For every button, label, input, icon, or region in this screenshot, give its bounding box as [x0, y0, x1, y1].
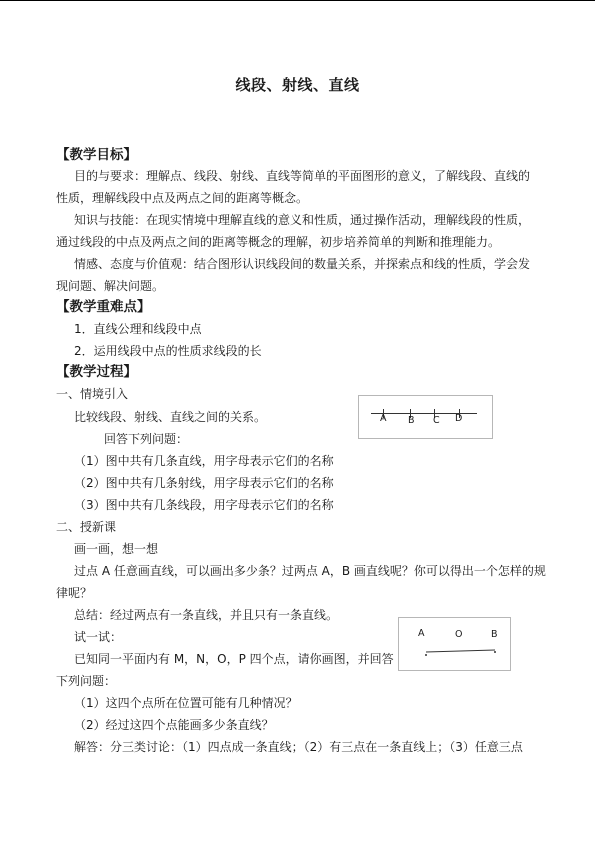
section-2-para-line2: 律呢？: [56, 586, 93, 600]
label-a: A: [380, 413, 387, 424]
figure-aob-line: [399, 618, 510, 670]
section-2-para-line1: 过点 A 任意画直线，可以画出多少条？过两点 A，B 画直线呢？你可以得出一个怎样的规: [74, 564, 546, 578]
summary-text: 总结：经过两点有一条直线，并且只有一条直线。: [74, 608, 339, 622]
figure-line-abcd: [358, 395, 493, 439]
keypoints-item-1: 1．直线公理和线段中点: [74, 322, 202, 336]
label-b: B: [408, 415, 415, 426]
label-a2: A: [418, 628, 425, 639]
process-heading: 【教学过程】: [56, 364, 137, 380]
figure-aob: [398, 617, 511, 671]
label-b2: B: [491, 629, 498, 640]
section-2-title: 二、授新课: [56, 520, 117, 534]
label-c: C: [433, 415, 440, 426]
objectives-p3-line1: 情感、态度与价值观：结合图形认识线段间的数量关系，并探索点和线的性质，学会发: [74, 257, 531, 271]
keypoints-item-2: 2．运用线段中点的性质求线段的长: [74, 344, 262, 358]
try-question-line2: 下列问题：: [56, 674, 117, 688]
section-1-title: 一、情境引入: [56, 387, 129, 401]
section-1-answer-prompt: 回答下列问题：: [104, 432, 189, 446]
objectives-p2-line1: 知识与技能：在现实情境中理解直线的意义和性质，通过操作活动，理解线段的性质，: [74, 213, 531, 227]
try-label: 试一试：: [74, 630, 123, 644]
try-question-line1: 已知同一平面内有 M，N，O，P 四个点，请你画图，并回答: [74, 652, 394, 666]
objectives-heading: 【教学目标】: [56, 147, 137, 163]
label-o: O: [455, 629, 463, 640]
question-1: （1）图中共有几条直线，用字母表示它们的名称: [74, 454, 334, 468]
objectives-p1-line1: 目的与要求：理解点、线段、射线、直线等简单的平面图形的意义，了解线段、直线的: [74, 169, 531, 183]
try-subquestion-2: （2）经过这四个点能画多少条直线？: [74, 718, 274, 732]
objectives-p1-line2: 性质，理解线段中点及两点之间的距离等概念。: [56, 191, 309, 205]
header-rule: [0, 0, 595, 1]
try-subquestion-1: （1）这四个点所在位置可能有几种情况？: [74, 696, 298, 710]
solution-text: 解答：分三类讨论：（1）四点成一条直线；（2）有三点在一条直线上；（3）任意三点: [74, 740, 523, 754]
question-3: （3）图中共有几条线段，用字母表示它们的名称: [74, 498, 334, 512]
label-d: D: [455, 413, 463, 424]
section-1-text: 比较线段、射线、直线之间的关系。: [74, 410, 267, 424]
section-2-subtitle: 画一画，想一想: [74, 542, 159, 556]
question-2: （2）图中共有几条射线，用字母表示它们的名称: [74, 476, 334, 490]
objectives-p2-line2: 通过线段的中点及两点之间的距离等概念的理解，初步培养简单的判断和推理能力。: [56, 235, 501, 249]
page-title: 线段、射线、直线: [235, 76, 360, 94]
keypoints-heading: 【教学重难点】: [56, 299, 151, 315]
objectives-p3-line2: 现问题、解决问题。: [56, 279, 165, 293]
